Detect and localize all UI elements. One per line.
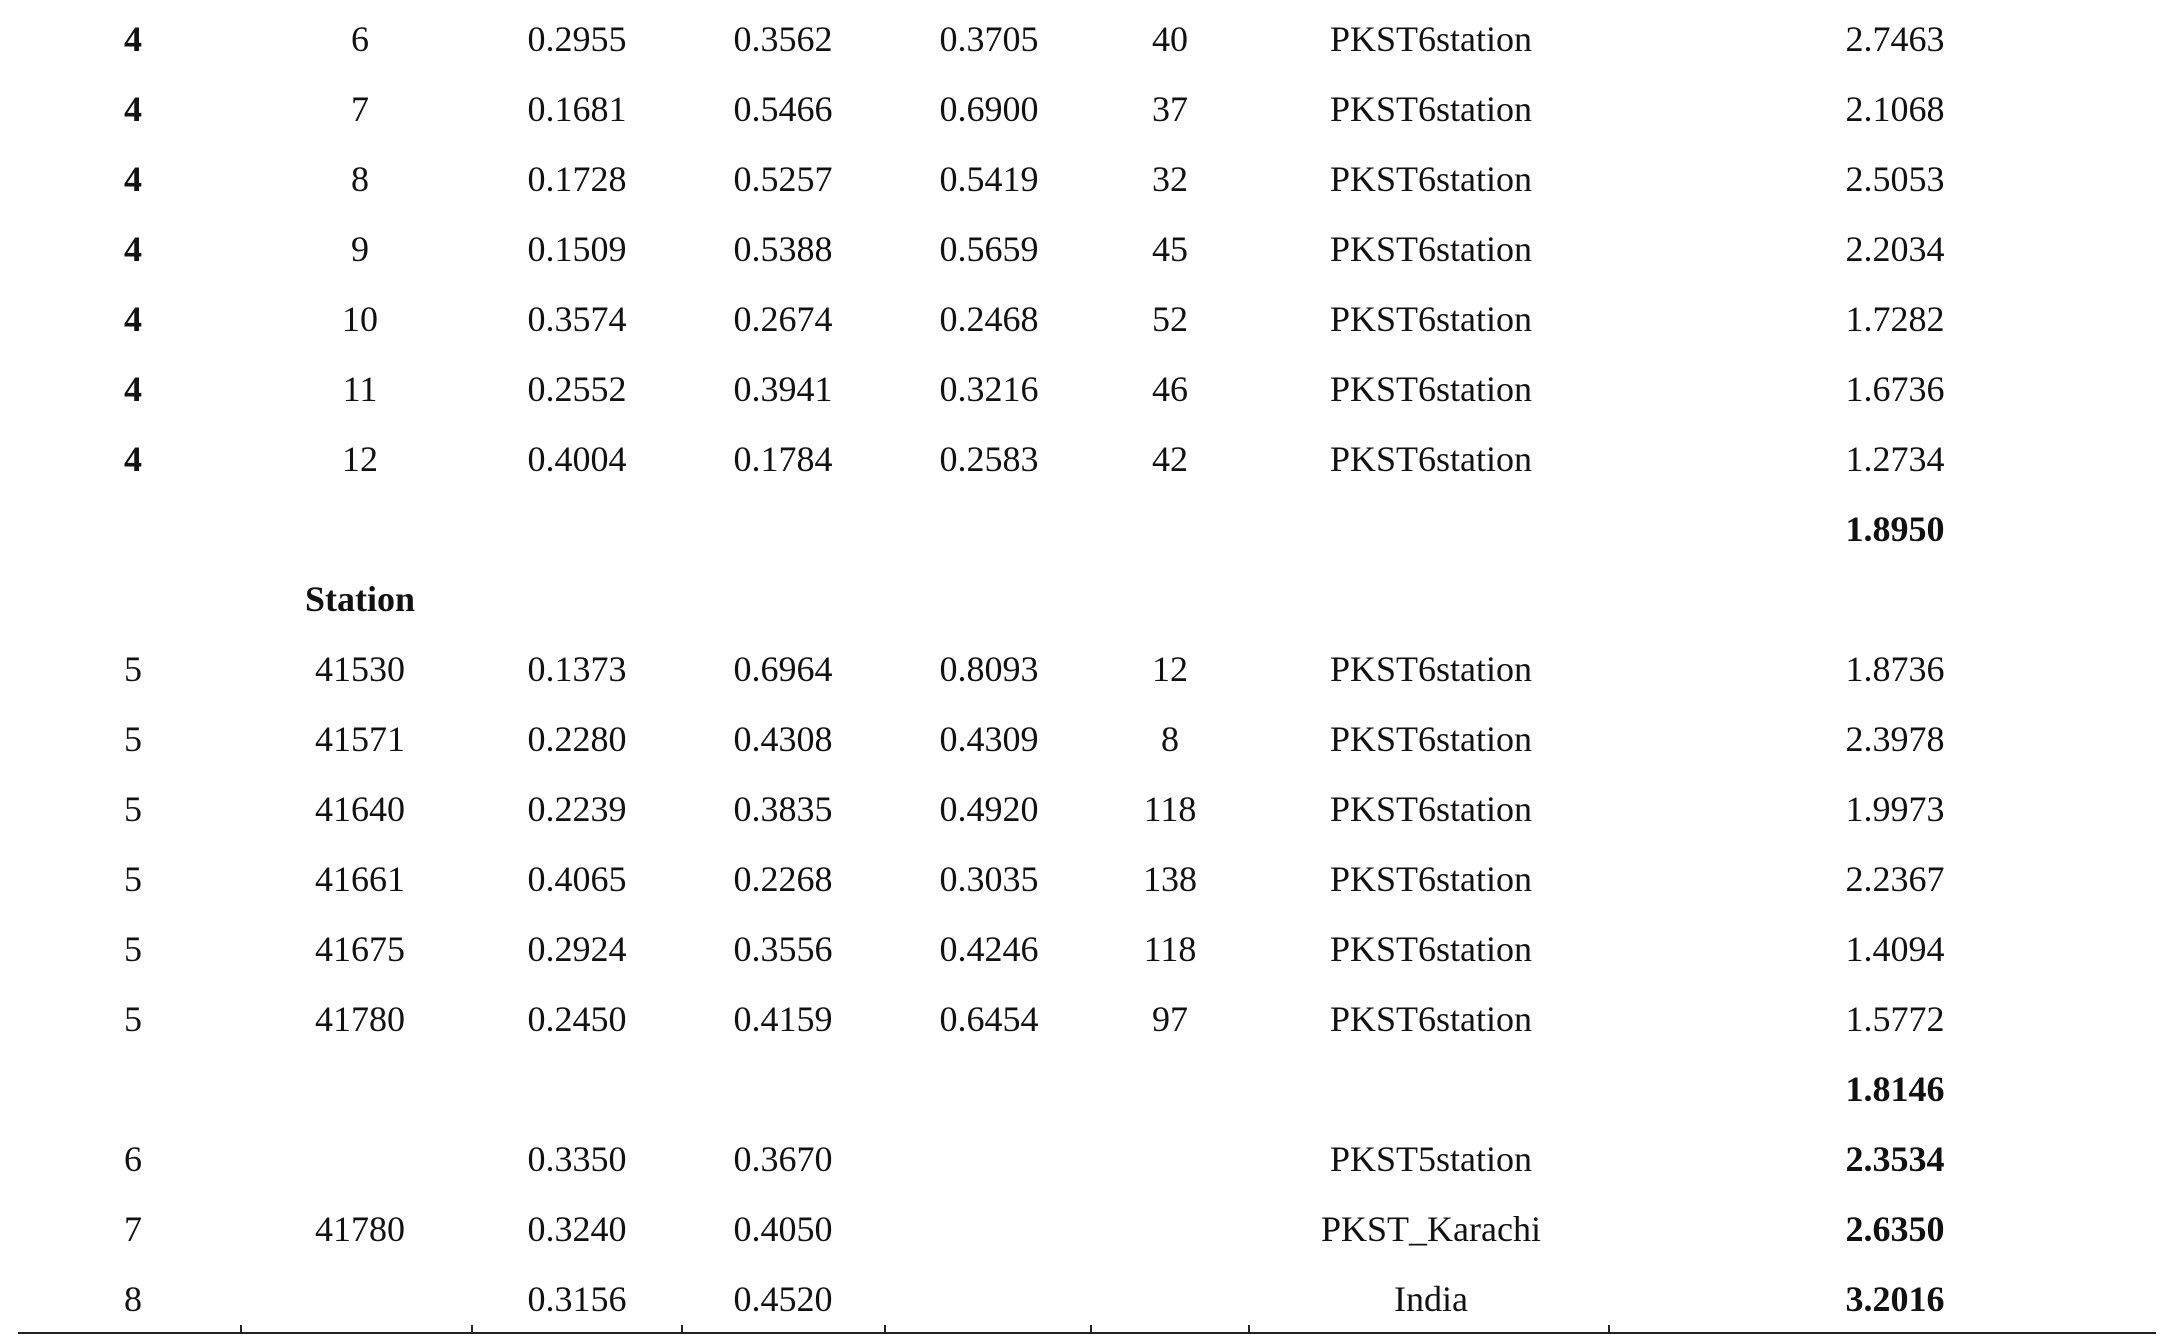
value-cell: 0.8093 [939,649,1039,689]
group-cell: 8 [124,1279,142,1319]
count-cell [1110,1194,1230,1264]
value-cell: 0.3562 [733,19,833,59]
value-cell [899,494,1079,564]
group-cell: 5 [124,649,142,689]
group-cell: 5 [124,789,142,829]
table-row [0,634,2174,704]
table-row [0,564,2174,634]
result-cell [1795,564,1995,634]
value-cell [899,1124,1079,1194]
table-row [0,1124,2174,1194]
table-row [0,914,2174,984]
source-cell: PKST6station [1329,89,1533,129]
id-cell: 41661 [315,859,405,899]
value-cell [487,494,667,564]
value-cell: 0.3350 [527,1139,627,1179]
value-cell: 0.3240 [527,1209,627,1249]
result-cell: 2.3534 [1845,1139,1945,1179]
result-cell: 1.6736 [1845,369,1945,409]
id-cell: 12 [342,439,378,479]
count-cell: 40 [1152,19,1188,59]
count-cell [1110,564,1230,634]
source-cell: PKST6station [1329,439,1533,479]
source-cell: PKST6station [1329,369,1533,409]
count-cell: 42 [1152,439,1188,479]
value-cell: 0.4309 [939,719,1039,759]
id-cell: 41640 [315,789,405,829]
result-cell: 3.2016 [1845,1279,1945,1319]
value-cell [899,1054,1079,1124]
table-row [0,214,2174,284]
value-cell: 0.4520 [733,1279,833,1319]
value-cell: 0.5419 [939,159,1039,199]
value-cell: 0.2674 [733,299,833,339]
column-tick [240,1325,242,1334]
value-cell [899,564,1079,634]
source-cell [1226,564,1636,634]
result-cell: 1.5772 [1845,999,1945,1039]
value-cell: 0.3156 [527,1279,627,1319]
count-cell: 97 [1152,999,1188,1039]
column-tick [471,1325,473,1334]
result-cell: 2.1068 [1845,89,1945,129]
value-cell [693,494,873,564]
table-row [0,844,2174,914]
group-cell [83,564,183,634]
value-cell: 0.2552 [527,369,627,409]
column-tick [884,1325,886,1334]
value-cell: 0.1728 [527,159,627,199]
value-cell: 0.1509 [527,229,627,269]
id-cell [270,494,450,564]
table-bottom-rule [18,1332,2156,1334]
table-row [0,774,2174,844]
value-cell: 0.2280 [527,719,627,759]
result-cell: 1.9973 [1845,789,1945,829]
id-cell [270,1054,450,1124]
id-cell: 11 [342,369,378,409]
source-cell [1226,494,1636,564]
value-cell [693,1054,873,1124]
value-cell: 0.4920 [939,789,1039,829]
count-cell: 118 [1143,789,1197,829]
source-cell: India [1394,1279,1468,1319]
table-row [0,984,2174,1054]
group-cell: 4 [124,159,142,199]
value-cell: 0.4065 [527,859,627,899]
group-cell: 5 [124,719,142,759]
count-cell: 37 [1152,89,1188,129]
value-cell: 0.2583 [939,439,1039,479]
group-average: 1.8146 [1845,1069,1945,1109]
value-cell [487,1054,667,1124]
id-cell: 10 [342,299,378,339]
count-cell: 12 [1152,649,1188,689]
value-cell: 0.4246 [939,929,1039,969]
count-cell: 8 [1161,719,1179,759]
column-tick [1248,1325,1250,1334]
id-cell: 41571 [315,719,405,759]
group-cell: 5 [124,929,142,969]
source-cell: PKST6station [1329,159,1533,199]
group-cell: 6 [124,1139,142,1179]
value-cell: 0.5388 [733,229,833,269]
id-cell: 41780 [315,1209,405,1249]
group-cell [83,494,183,564]
id-cell: 6 [351,19,369,59]
value-cell: 0.3941 [733,369,833,409]
group-cell [83,1054,183,1124]
source-cell: PKST6station [1329,299,1533,339]
value-cell: 0.2268 [733,859,833,899]
result-cell: 2.5053 [1845,159,1945,199]
count-cell [1110,1054,1230,1124]
value-cell: 0.2450 [527,999,627,1039]
result-cell: 1.2734 [1845,439,1945,479]
source-cell: PKST6station [1329,719,1533,759]
count-cell [1110,1264,1230,1334]
group-cell: 5 [124,859,142,899]
value-cell [899,1194,1079,1264]
result-cell: 1.8736 [1845,649,1945,689]
group-cell: 4 [124,299,142,339]
count-cell: 138 [1143,859,1197,899]
source-cell: PKST6station [1329,19,1533,59]
table-row [0,494,2174,564]
value-cell: 0.1784 [733,439,833,479]
value-cell: 0.3670 [733,1139,833,1179]
result-cell: 1.7282 [1845,299,1945,339]
id-cell: 41780 [315,999,405,1039]
value-cell: 0.2239 [527,789,627,829]
source-cell: PKST6station [1329,649,1533,689]
value-cell: 0.4308 [733,719,833,759]
table-row [0,1054,2174,1124]
id-cell: 9 [351,229,369,269]
source-cell: PKST6station [1329,929,1533,969]
value-cell [487,564,667,634]
count-cell: 45 [1152,229,1188,269]
value-cell: 0.2955 [527,19,627,59]
value-cell: 0.2924 [527,929,627,969]
value-cell: 0.3835 [733,789,833,829]
result-cell: 2.6350 [1845,1209,1945,1249]
result-cell: 2.7463 [1845,19,1945,59]
result-cell: 1.4094 [1845,929,1945,969]
id-cell: 41675 [315,929,405,969]
column-tick [1090,1325,1092,1334]
value-cell: 0.3556 [733,929,833,969]
value-cell: 0.4004 [527,439,627,479]
result-cell: 2.2367 [1845,859,1945,899]
group-cell: 4 [124,439,142,479]
id-cell [270,1124,450,1194]
value-cell: 0.5257 [733,159,833,199]
group-cell: 4 [124,229,142,269]
value-cell: 0.6964 [733,649,833,689]
count-cell: 46 [1152,369,1188,409]
value-cell [693,564,873,634]
value-cell: 0.6900 [939,89,1039,129]
column-tick [681,1325,683,1334]
table-row [0,74,2174,144]
source-cell: PKST5station [1329,1139,1533,1179]
value-cell [899,1264,1079,1334]
value-cell: 0.3216 [939,369,1039,409]
value-cell: 0.4159 [733,999,833,1039]
value-cell: 0.3705 [939,19,1039,59]
table-row [0,1264,2174,1334]
value-cell: 0.5659 [939,229,1039,269]
station-heading: Station [304,579,416,619]
id-cell: 7 [351,89,369,129]
id-cell: 41530 [315,649,405,689]
value-cell: 0.1681 [527,89,627,129]
group-average: 1.8950 [1845,509,1945,549]
source-cell: PKST6station [1329,789,1533,829]
result-cell: 2.2034 [1845,229,1945,269]
value-cell: 0.3035 [939,859,1039,899]
result-cell: 2.3978 [1845,719,1945,759]
source-cell: PKST6station [1329,229,1533,269]
group-cell: 7 [124,1209,142,1249]
count-cell [1110,494,1230,564]
count-cell: 32 [1152,159,1188,199]
table-row [0,424,2174,494]
source-cell: PKST_Karachi [1321,1209,1541,1249]
group-cell: 5 [124,999,142,1039]
source-cell: PKST6station [1329,999,1533,1039]
id-cell [270,1264,450,1334]
table-row [0,704,2174,774]
count-cell: 52 [1152,299,1188,339]
group-cell: 4 [124,89,142,129]
table-row [0,284,2174,354]
group-cell: 4 [124,369,142,409]
source-cell: PKST6station [1329,859,1533,899]
table-row [0,1194,2174,1264]
table-row [0,354,2174,424]
table-row [0,144,2174,214]
value-cell: 0.6454 [939,999,1039,1039]
group-cell: 4 [124,19,142,59]
value-cell: 0.3574 [527,299,627,339]
value-cell: 0.1373 [527,649,627,689]
table-row [0,4,2174,74]
value-cell: 0.4050 [733,1209,833,1249]
value-cell: 0.2468 [939,299,1039,339]
source-cell [1226,1054,1636,1124]
count-cell [1110,1124,1230,1194]
id-cell: 8 [351,159,369,199]
column-tick [1608,1325,1610,1334]
value-cell: 0.5466 [733,89,833,129]
count-cell: 118 [1143,929,1197,969]
